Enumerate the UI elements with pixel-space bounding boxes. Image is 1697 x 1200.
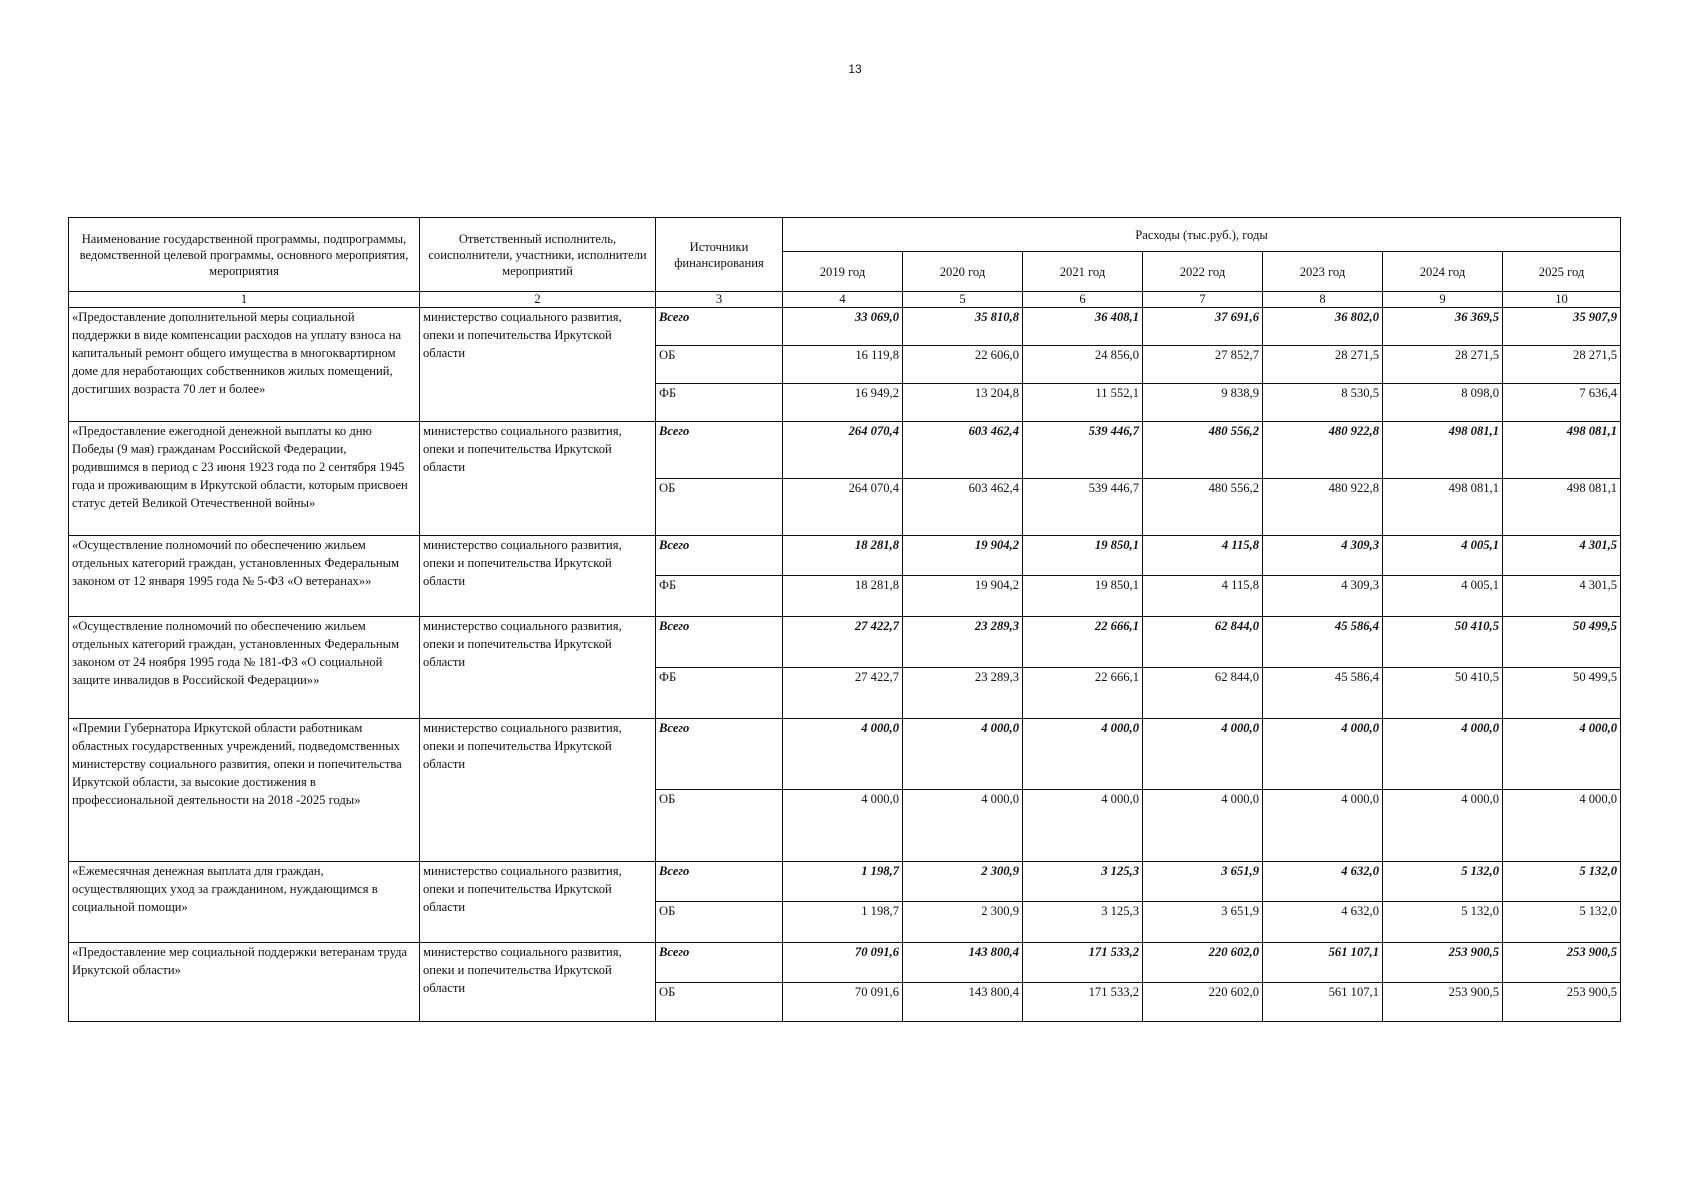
table-row [69,862,1621,902]
total-value: 35 907,9 [1503,308,1621,346]
column-number: 3 [656,292,783,308]
total-value: 253 900,5 [1503,943,1621,983]
total-value: 33 069,0 [783,308,903,346]
funding-source: ФБ [656,384,783,422]
measure-name: «Предоставление дополнительной меры социальной поддержки в виде компенсации расходов на уплату взноса на капитальный ремонт общего имущества в многоквартирном доме для неработающих собственников жилых помещений, достигших возраста 70 лет и более» [69,308,420,422]
measure-name: «Осуществление полномочий по обеспечению жильем отдельных категорий граждан, установленных Федеральным законом от 12 января 1995 года № 5-ФЗ «О ветеранах»» [69,536,420,617]
total-value: 539 446,7 [1023,422,1143,479]
value: 11 552,1 [1023,384,1143,422]
total-value: 1 198,7 [783,862,903,902]
column-number: 1 [69,292,420,308]
table-row [69,719,1621,790]
total-value: 264 070,4 [783,422,903,479]
value: 5 132,0 [1383,902,1503,943]
total-value: 498 081,1 [1503,422,1621,479]
value: 4 000,0 [1143,790,1263,862]
executor: министерство социального развития, опеки и попечительства Иркутской области [420,862,656,943]
value: 70 091,6 [783,983,903,1022]
value: 4 309,3 [1263,576,1383,617]
value: 45 586,4 [1263,668,1383,719]
total-value: 3 651,9 [1143,862,1263,902]
value: 4 115,8 [1143,576,1263,617]
funding-source: ФБ [656,576,783,617]
total-value: 171 533,2 [1023,943,1143,983]
executor: министерство социального развития, опеки и попечительства Иркутской области [420,943,656,1022]
table-row [69,617,1621,668]
value: 264 070,4 [783,479,903,536]
column-number: 2 [420,292,656,308]
header-year: 2025 год [1503,252,1621,292]
header-year: 2020 год [903,252,1023,292]
value: 603 462,4 [903,479,1023,536]
total-value: 27 422,7 [783,617,903,668]
column-number: 8 [1263,292,1383,308]
value: 143 800,4 [903,983,1023,1022]
total-value: 220 602,0 [1143,943,1263,983]
total-value: 22 666,1 [1023,617,1143,668]
value: 539 446,7 [1023,479,1143,536]
value: 22 606,0 [903,346,1023,384]
value: 1 198,7 [783,902,903,943]
total-value: 4 000,0 [1023,719,1143,790]
total-value: 5 132,0 [1503,862,1621,902]
value: 7 636,4 [1503,384,1621,422]
value: 4 000,0 [783,790,903,862]
header-name: Наименование государственной программы, подпрограммы, ведомственной целевой программы, основного мероприятия, мероприятия [69,218,420,292]
total-value: 143 800,4 [903,943,1023,983]
value: 16 949,2 [783,384,903,422]
total-value: 3 125,3 [1023,862,1143,902]
total-value: 4 309,3 [1263,536,1383,576]
header-year: 2019 год [783,252,903,292]
value: 13 204,8 [903,384,1023,422]
total-value: 5 132,0 [1383,862,1503,902]
funding-source: Всего [656,536,783,576]
column-number: 5 [903,292,1023,308]
header-source: Источники финансирования [656,218,783,292]
column-number: 7 [1143,292,1263,308]
value: 16 119,8 [783,346,903,384]
funding-source: ФБ [656,668,783,719]
value: 253 900,5 [1383,983,1503,1022]
value: 3 125,3 [1023,902,1143,943]
value: 4 005,1 [1383,576,1503,617]
total-value: 498 081,1 [1383,422,1503,479]
total-value: 253 900,5 [1383,943,1503,983]
measure-name: «Предоставление ежегодной денежной выплаты ко дню Победы (9 мая) гражданам Российской Федерации, родившимся в период с 23 июня 1923 года по 2 сентября 1945 года и проживающим в Иркутской области, которым присвоен статус детей Великой Отечественной войны» [69,422,420,536]
value: 4 000,0 [1503,790,1621,862]
header-year: 2023 год [1263,252,1383,292]
value: 480 922,8 [1263,479,1383,536]
executor: министерство социального развития, опеки и попечительства Иркутской области [420,617,656,719]
total-value: 19 904,2 [903,536,1023,576]
funding-source: ОБ [656,902,783,943]
total-value: 50 499,5 [1503,617,1621,668]
value: 8 098,0 [1383,384,1503,422]
value: 171 533,2 [1023,983,1143,1022]
measure-name: «Премии Губернатора Иркутской области работникам областных государственных учреждений, подведомственных министерству социального развития, опеки и попечительства Иркутской области, за высокие достижения в профессиональной деятельности на 2018 -2025 годы» [69,719,420,862]
total-value: 4 000,0 [1263,719,1383,790]
value: 498 081,1 [1503,479,1621,536]
total-value: 480 922,8 [1263,422,1383,479]
total-value: 62 844,0 [1143,617,1263,668]
value: 4 000,0 [1383,790,1503,862]
total-value: 45 586,4 [1263,617,1383,668]
column-number: 9 [1383,292,1503,308]
value: 62 844,0 [1143,668,1263,719]
executor: министерство социального развития, опеки и попечительства Иркутской области [420,422,656,536]
column-number: 4 [783,292,903,308]
measure-name: «Осуществление полномочий по обеспечению жильем отдельных категорий граждан, установленных Федеральным законом от 24 ноября 1995 года № 181-ФЗ «О социальной защите инвалидов в Российской Федерации»» [69,617,420,719]
table-row [69,308,1621,346]
value: 50 410,5 [1383,668,1503,719]
total-value: 36 408,1 [1023,308,1143,346]
total-value: 4 000,0 [1383,719,1503,790]
total-value: 2 300,9 [903,862,1023,902]
value: 220 602,0 [1143,983,1263,1022]
value: 498 081,1 [1383,479,1503,536]
total-value: 561 107,1 [1263,943,1383,983]
value: 28 271,5 [1503,346,1621,384]
total-value: 4 005,1 [1383,536,1503,576]
funding-source: ОБ [656,790,783,862]
total-value: 19 850,1 [1023,536,1143,576]
column-number: 6 [1023,292,1143,308]
total-value: 4 000,0 [903,719,1023,790]
total-value: 4 000,0 [783,719,903,790]
total-value: 70 091,6 [783,943,903,983]
value: 22 666,1 [1023,668,1143,719]
value: 28 271,5 [1383,346,1503,384]
executor: министерство социального развития, опеки и попечительства Иркутской области [420,536,656,617]
value: 4 000,0 [903,790,1023,862]
value: 28 271,5 [1263,346,1383,384]
value: 24 856,0 [1023,346,1143,384]
table-row [69,422,1621,479]
header-year: 2022 год [1143,252,1263,292]
value: 480 556,2 [1143,479,1263,536]
value: 561 107,1 [1263,983,1383,1022]
value: 4 301,5 [1503,576,1621,617]
budget-table [68,217,1621,1022]
measure-name: «Ежемесячная денежная выплата для граждан, осуществляющих уход за гражданином, нуждающимся в социальной помощи» [69,862,420,943]
funding-source: Всего [656,617,783,668]
value: 5 132,0 [1503,902,1621,943]
table-row [69,943,1621,983]
table-row [69,536,1621,576]
funding-source: Всего [656,308,783,346]
total-value: 18 281,8 [783,536,903,576]
total-value: 23 289,3 [903,617,1023,668]
value: 253 900,5 [1503,983,1621,1022]
total-value: 4 301,5 [1503,536,1621,576]
column-number: 10 [1503,292,1621,308]
total-value: 4 115,8 [1143,536,1263,576]
total-value: 4 000,0 [1503,719,1621,790]
total-value: 37 691,6 [1143,308,1263,346]
funding-source: Всего [656,943,783,983]
value: 23 289,3 [903,668,1023,719]
header-expenses: Расходы (тыс.руб.), годы [783,218,1621,252]
executor: министерство социального развития, опеки и попечительства Иркутской области [420,719,656,862]
value: 19 850,1 [1023,576,1143,617]
header-executor: Ответственный исполнитель, соисполнители, участники, исполнители мероприятий [420,218,656,292]
total-value: 4 632,0 [1263,862,1383,902]
value: 8 530,5 [1263,384,1383,422]
value: 19 904,2 [903,576,1023,617]
value: 9 838,9 [1143,384,1263,422]
total-value: 603 462,4 [903,422,1023,479]
funding-source: Всего [656,422,783,479]
total-value: 36 802,0 [1263,308,1383,346]
executor: министерство социального развития, опеки и попечительства Иркутской области [420,308,656,422]
funding-source: Всего [656,719,783,790]
value: 18 281,8 [783,576,903,617]
value: 50 499,5 [1503,668,1621,719]
funding-source: ОБ [656,479,783,536]
total-value: 50 410,5 [1383,617,1503,668]
value: 4 632,0 [1263,902,1383,943]
funding-source: ОБ [656,983,783,1022]
value: 4 000,0 [1023,790,1143,862]
value: 2 300,9 [903,902,1023,943]
value: 27 852,7 [1143,346,1263,384]
header-year: 2021 год [1023,252,1143,292]
total-value: 4 000,0 [1143,719,1263,790]
page-number: 13 [848,62,862,76]
measure-name: «Предоставление мер социальной поддержки ветеранам труда Иркутской области» [69,943,420,1022]
header-year: 2024 год [1383,252,1503,292]
funding-source: ОБ [656,346,783,384]
total-value: 36 369,5 [1383,308,1503,346]
value: 27 422,7 [783,668,903,719]
funding-source: Всего [656,862,783,902]
total-value: 480 556,2 [1143,422,1263,479]
total-value: 35 810,8 [903,308,1023,346]
value: 4 000,0 [1263,790,1383,862]
value: 3 651,9 [1143,902,1263,943]
